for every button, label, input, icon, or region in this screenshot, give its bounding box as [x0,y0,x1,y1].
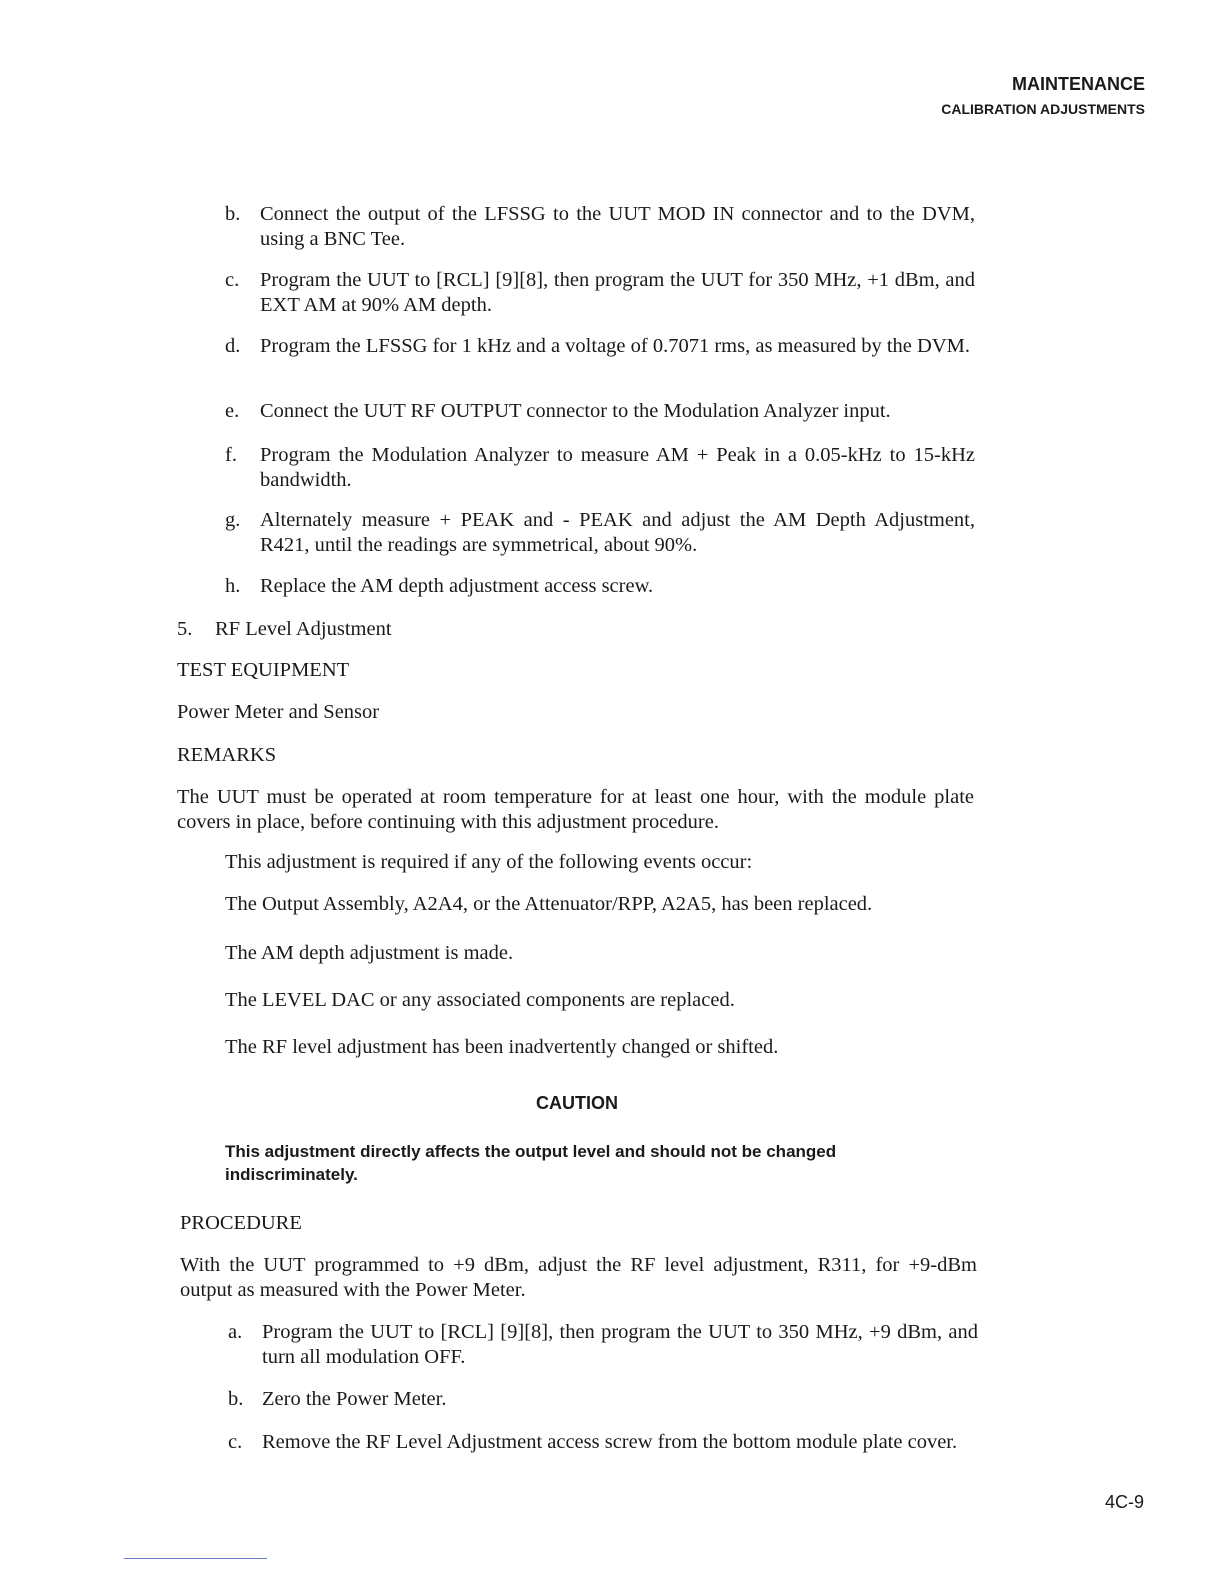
remarks-event: The AM depth adjustment is made. [225,942,514,964]
step-label: b. [225,203,241,225]
caution-text: This adjustment directly affects the output level and should not be changed indiscriminately. [225,1142,837,1184]
step-text: Program the UUT to [RCL] [9][8], then program the UUT to 350 MHz, +9 dBm, and turn all modulation OFF. [262,1321,978,1368]
am-step [225,399,985,424]
caution-title: CAUTION [536,1093,618,1113]
procedure-step [228,1320,978,1370]
footer-rule [124,1558,267,1559]
step-label: c. [228,1431,243,1453]
test-equipment-text: Power Meter and Sensor [177,701,380,723]
step-text: Connect the UUT RF OUTPUT connector to the Modulation Analyzer input. [260,400,891,422]
remarks-event: The RF level adjustment has been inadvertently changed or shifted. [225,1036,779,1058]
step-text: Replace the AM depth adjustment access screw. [260,575,654,597]
section-title: RF Level Adjustment [215,618,392,640]
am-step [225,268,975,318]
section-heading [177,617,677,642]
step-label: g. [225,509,241,531]
header-subtitle: CALIBRATION ADJUSTMENTS [941,101,1145,117]
remarks-event: The LEVEL DAC or any associated components are replaced. [225,989,735,1011]
remarks-intro: This adjustment is required if any of the following events occur: [225,851,753,873]
remarks-heading: REMARKS [177,744,277,766]
procedure-heading: PROCEDURE [180,1212,302,1234]
step-text: Program the LFSSG for 1 kHz and a voltage of 0.7071 rms, as measured by the DVM. [260,335,970,357]
step-text: Zero the Power Meter. [262,1388,447,1410]
step-label: e. [225,400,240,422]
remarks-text: The UUT must be operated at room temperature for at least one hour, with the module plate covers in place, before continuing with this adjustment procedure. [177,786,974,833]
procedure-text: With the UUT programmed to +9 dBm, adjust the RF level adjustment, R311, for +9-dBm output as measured with the Power Meter. [180,1254,977,1301]
step-text: Remove the RF Level Adjustment access screw from the bottom module plate cover. [262,1431,958,1453]
header-title: MAINTENANCE [1012,74,1145,94]
section-number: 5. [177,618,193,640]
step-label: d. [225,335,241,357]
procedure-step [228,1430,978,1455]
am-step [225,443,975,493]
step-label: b. [228,1388,244,1410]
step-label: a. [228,1321,243,1343]
am-step [225,508,975,558]
remarks-event: The Output Assembly, A2A4, or the Attenuator/RPP, A2A5, has been replaced. [225,893,873,915]
step-text: Program the UUT to [RCL] [9][8], then program the UUT for 350 MHz, +1 dBm, and EXT AM at 90% AM depth. [260,269,975,316]
am-step [225,202,975,252]
step-text: Connect the output of the LFSSG to the UUT MOD IN connector and to the DVM, using a BNC Tee. [260,203,975,250]
page-number: 4C-9 [1104,1492,1144,1512]
step-label: c. [225,269,240,291]
test-equipment-heading: TEST EQUIPMENT [177,659,350,681]
step-label: f. [225,444,237,466]
step-text: Alternately measure + PEAK and - PEAK and adjust the AM Depth Adjustment, R421, until the readings are symmetrical, about 90%. [260,509,975,556]
step-text: Program the Modulation Analyzer to measure AM + Peak in a 0.05-kHz to 15-kHz bandwidth. [260,444,975,491]
am-step [225,574,975,599]
step-label: h. [225,575,241,597]
procedure-step [228,1387,978,1412]
am-step [225,334,975,359]
